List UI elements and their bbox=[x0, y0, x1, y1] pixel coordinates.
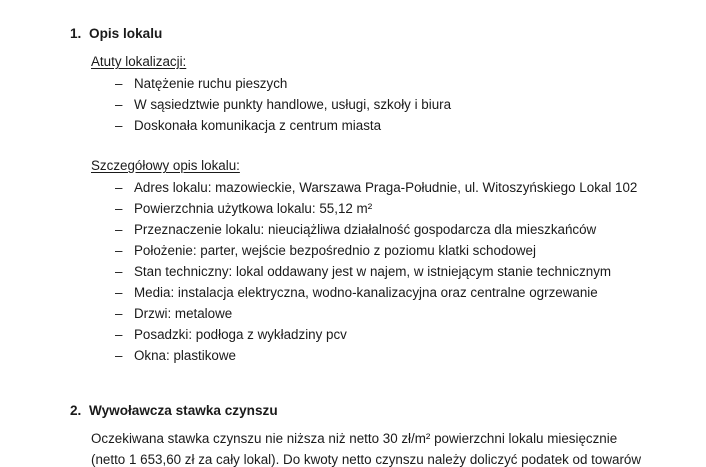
details-label: Szczegółowy opis lokalu: bbox=[91, 158, 240, 173]
dash-bullet: – bbox=[115, 285, 123, 300]
list-item-text: Drzwi: metalowe bbox=[134, 306, 233, 321]
dash-bullet: – bbox=[115, 222, 123, 237]
list-item-text: Media: instalacja elektryczna, wodno-kanalizacyjna oraz centralne ogrzewanie bbox=[134, 285, 598, 300]
list-item-text: W sąsiedztwie punkty handlowe, usługi, szkoły i biura bbox=[134, 97, 452, 112]
paragraph-line: Oczekiwana stawka czynszu nie niższa niż netto 30 zł/m² powierzchni lokalu miesięcznie bbox=[91, 431, 618, 446]
dash-bullet: – bbox=[115, 76, 123, 91]
list-item-text: Okna: plastikowe bbox=[134, 348, 236, 363]
list-item-text: Powierzchnia użytkowa lokalu: 55,12 m² bbox=[134, 201, 373, 216]
section-title: Opis lokalu bbox=[89, 26, 163, 41]
list-item-text: Stan techniczny: lokal oddawany jest w najem, w istniejącym stanie technicznym bbox=[134, 264, 612, 279]
dash-bullet: – bbox=[115, 243, 123, 258]
dash-bullet: – bbox=[115, 97, 123, 112]
section-title: Wywoławcza stawka czynszu bbox=[89, 403, 278, 418]
list-item-text: Przeznaczenie lokalu: nieuciążliwa działalność gospodarcza dla mieszkańców bbox=[134, 222, 597, 237]
list-item-text: Natężenie ruchu pieszych bbox=[134, 76, 288, 91]
dash-bullet: – bbox=[115, 327, 123, 342]
paragraph-line: (netto 1 653,60 zł za cały lokal). Do kwoty netto czynszu należy doliczyć podatek od towarów bbox=[91, 452, 642, 467]
section-number: 1. bbox=[70, 26, 82, 41]
dash-bullet: – bbox=[115, 180, 123, 195]
list-item-text: Doskonała komunikacja z centrum miasta bbox=[134, 118, 382, 133]
dash-bullet: – bbox=[115, 264, 123, 279]
list-item-text: Adres lokalu: mazowieckie, Warszawa Praga-Południe, ul. Witoszyńskiego Lokal 102 bbox=[134, 180, 638, 195]
dash-bullet: – bbox=[115, 348, 123, 363]
section-heading-2 bbox=[70, 403, 278, 418]
dash-bullet: – bbox=[115, 118, 123, 133]
section-heading-1 bbox=[70, 26, 162, 41]
dash-bullet: – bbox=[115, 201, 123, 216]
dash-bullet: – bbox=[115, 306, 123, 321]
list-item-text: Położenie: parter, wejście bezpośrednio z poziomu klatki schodowej bbox=[134, 243, 536, 258]
section-number: 2. bbox=[70, 403, 82, 418]
advantages-label: Atuty lokalizacji: bbox=[91, 54, 187, 69]
list-item-text: Posadzki: podłoga z wykładziny pcv bbox=[134, 327, 347, 342]
